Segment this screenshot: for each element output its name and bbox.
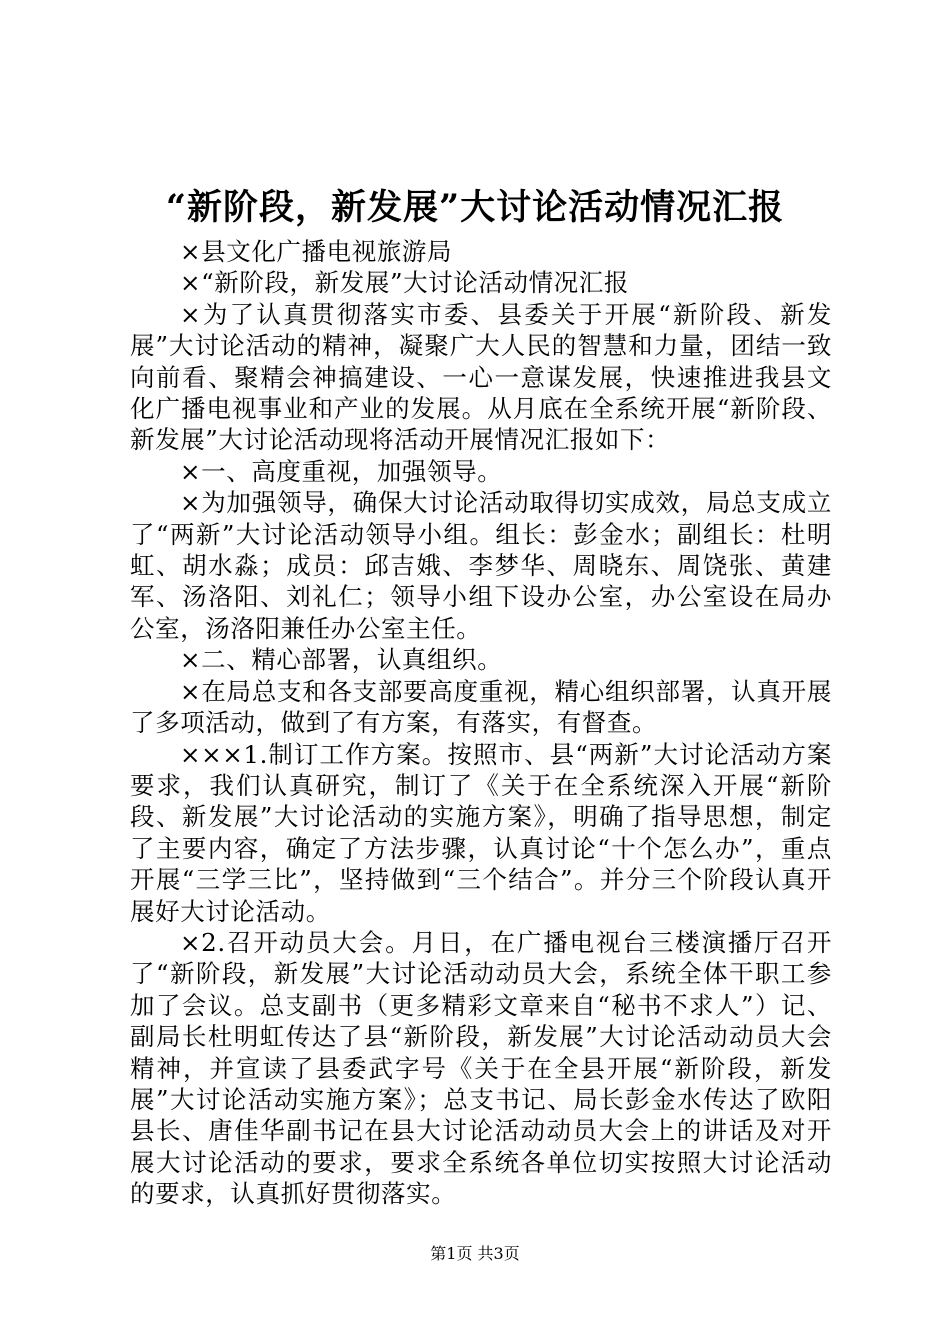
page-number-footer: 第1页 共3页 (430, 1244, 520, 1263)
document-title: “新阶段，新发展”大讨论活动情况汇报 (165, 187, 785, 228)
document-body (130, 236, 832, 1210)
paragraph-deployment: ×在局总支和各支部要高度重视，精心组织部署，认真开展了多项活动，做到了有方案，有落实，有督查。 (130, 676, 832, 738)
paragraph-intro: ×为了认真贯彻落实市委、县委关于开展“新阶段、新发展”大讨论活动的精神，凝聚广大人民的智慧和力量，团结一致向前看、聚精会神搞建设、一心一意谋发展，快速推进我县文化广播电视事业和产业的发展。从月底在全系统开展“新阶段、新发展”大讨论活动现将活动开展情况汇报如下： (130, 299, 832, 455)
section-heading-1: ×一、高度重视，加强领导。 (180, 456, 503, 486)
paragraph-leadership: ×为加强领导，确保大讨论活动取得切实成效，局总支成立了“两新”大讨论活动领导小组。组长：彭金水；副组长：杜明虹、胡水淼；成员：邱吉娥、李梦华、周晓东、周饶张、黄建军、汤洛阳、刘礼仁；领导小组下设办公室，办公室设在局办公室，汤洛阳兼任办公室主任。 (130, 488, 832, 643)
paragraph-mobilization: ×2.召开动员大会。月日，在广播电视台三楼演播厅召开了“新阶段，新发展”大讨论活动动员大会，系统全体干职工参加了会议。总支副书（更多精彩文章来自“秘书不求人”）记、副局长杜明虹传达了县“新阶段，新发展”大讨论活动动员大会精神，并宣读了县委武字号《关于在全县开展“新阶段，新发展”大讨论活动实施方案》；总支书记、局长彭金水传达了欧阳县长、唐佳华副书记在县大讨论活动动员大会上的讲话及对开展大讨论活动的要求，要求全系统各单位切实按照大讨论活动的要求，认真抓好贯彻落实。 (130, 927, 832, 1209)
paragraph-organization: ×县文化广播电视旅游局 (180, 237, 453, 266)
paragraph-subtitle: ×“新阶段，新发展”大讨论活动情况汇报 (180, 268, 629, 298)
paragraph-work-plan: ×××1.制订工作方案。按照市、县“两新”大讨论活动方案要求，我们认真研究，制订了《关于在全系统深入开展“新阶段、新发展”大讨论活动的实施方案》，明确了指导思想，制定了主要内容，确定了方法步骤，认真讨论“十个怎么办”，重点开展“三学三比”，坚持做到“三个结合”。并分三个阶段认真开展好大讨论活动。 (130, 739, 832, 926)
section-heading-2: ×二、精心部署，认真组织。 (180, 645, 503, 675)
